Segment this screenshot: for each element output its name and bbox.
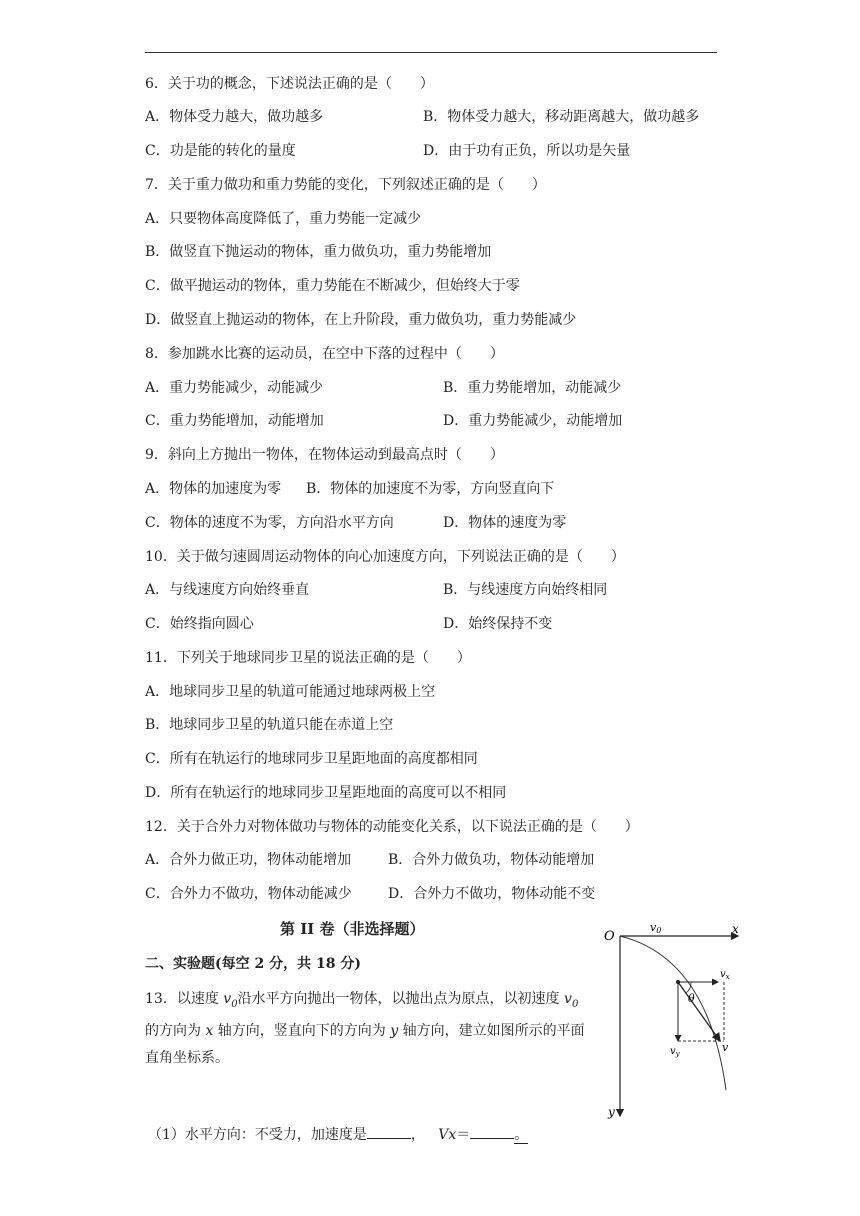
question-10-stem: 10．关于做匀速圆周运动物体的向心加速度方向，下列说法正确的是（ ） — [145, 549, 625, 565]
question-6-option-c: C．功是能的转化的量度 — [145, 143, 296, 159]
question-10-option-c: C．始终指向圆心 — [145, 616, 254, 632]
theta-label: θ — [688, 992, 695, 1005]
question-11-option-b: B．地球同步卫星的轨道只能在赤道上空 — [145, 717, 394, 733]
question-11-option-a: A．地球同步卫星的轨道可能通过地球两极上空 — [145, 684, 436, 700]
question-7-stem: 7．关于重力做功和重力势能的变化，下列叙述正确的是（ ） — [145, 177, 546, 193]
question-13-stem: 13．以速度 $v_0$沿水平方向抛出一物体，以抛出点为原点，以初速度 $v_0$的方向为 x 轴方向，竖直向下的方向为 y 轴方向，建立如图所示的平面直角坐标系。 — [145, 991, 585, 1066]
v0-label: v0 — [650, 921, 662, 935]
question-11-option-c: C．所有在轨运行的地球同步卫星距地面的高度都相同 — [145, 751, 478, 767]
question-8-option-a: A．重力势能减少，动能减少 — [145, 380, 324, 396]
x-axis-label: x — [732, 922, 739, 936]
question-7-option-d: D．做竖直上抛运动的物体，在上升阶段，重力做负功，重力势能减少 — [145, 312, 577, 328]
question-10-option-d: D．始终保持不变 — [443, 616, 553, 632]
question-8-option-c: C．重力势能增加，动能增加 — [145, 413, 324, 429]
y-axis-label: y — [608, 1105, 615, 1119]
question-9-option-b: B．物体的加速度不为零，方向竖直向下 — [306, 481, 555, 497]
question-10-option-b: B．与线速度方向始终相同 — [443, 582, 608, 598]
question-7-option-b: B．做竖直下抛运动的物体，重力做负功，重力势能增加 — [145, 244, 492, 260]
vy-label: $v_y$ — [670, 1046, 680, 1058]
blank-acceleration[interactable] — [367, 1124, 411, 1139]
header-rule — [145, 52, 717, 53]
question-6-stem: 6．关于功的概念，下述说法正确的是（ ） — [145, 76, 434, 92]
v-arrow — [678, 982, 720, 1041]
v-label: v — [722, 1041, 729, 1054]
question-9-stem: 9．斜向上方抛出一物体，在物体运动到最高点时（ ） — [145, 447, 504, 463]
question-8-option-d: D．重力势能减少，动能增加 — [443, 413, 623, 429]
question-9-option-a: A．物体的加速度为零 — [145, 481, 282, 497]
question-10-option-a: A．与线速度方向始终垂直 — [145, 582, 310, 598]
section-heading: 二、实验题(每空 2 分，共 18 分) — [145, 956, 361, 972]
blank-vx[interactable] — [470, 1124, 514, 1139]
question-13-sub1: （1）水平方向：不受力，加速度是 ， Vx＝ 。 — [148, 1124, 528, 1144]
question-11-option-d: D．所有在轨运行的地球同步卫星距地面的高度可以不相同 — [145, 785, 507, 801]
question-9-option-c: C．物体的速度不为零，方向沿水平方向 — [145, 515, 394, 531]
question-12-option-c: C．合外力不做功，物体动能减少 — [145, 886, 352, 902]
question-12-option-b: B．合外力做负功，物体动能增加 — [388, 852, 595, 868]
question-7-option-c: C．做平抛运动的物体，重力势能在不断减少，但始终大于零 — [145, 278, 520, 294]
section-title: 第 II 卷（非选择题） — [280, 920, 425, 938]
vx-label: $v_x$ — [720, 969, 730, 981]
question-12-stem: 12．关于合外力对物体做功与物体的动能变化关系，以下说法正确的是（ ） — [145, 819, 639, 835]
question-9-option-d: D．物体的速度为零 — [443, 515, 567, 531]
origin-label: O — [604, 929, 615, 944]
projectile-figure — [598, 918, 748, 1124]
question-12-option-a: A．合外力做正功，物体动能增加 — [145, 852, 352, 868]
question-6-option-d: D．由于功有正负，所以功是矢量 — [423, 143, 631, 159]
question-6-option-b: B．物体受力越大，移动距离越大，做功越多 — [423, 109, 700, 125]
question-8-stem: 8．参加跳水比赛的运动员，在空中下落的过程中（ ） — [145, 346, 504, 362]
question-12-option-d: D．合外力不做功，物体动能不变 — [388, 886, 596, 902]
trajectory-curve — [620, 936, 726, 1090]
question-11-stem: 11．下列关于地球同步卫星的说法正确的是（ ） — [145, 650, 471, 666]
question-8-option-b: B．重力势能增加，动能减少 — [443, 380, 622, 396]
question-7-option-a: A．只要物体高度降低了，重力势能一定减少 — [145, 211, 422, 227]
question-6-option-a: A．物体受力越大，做功越多 — [145, 109, 324, 125]
